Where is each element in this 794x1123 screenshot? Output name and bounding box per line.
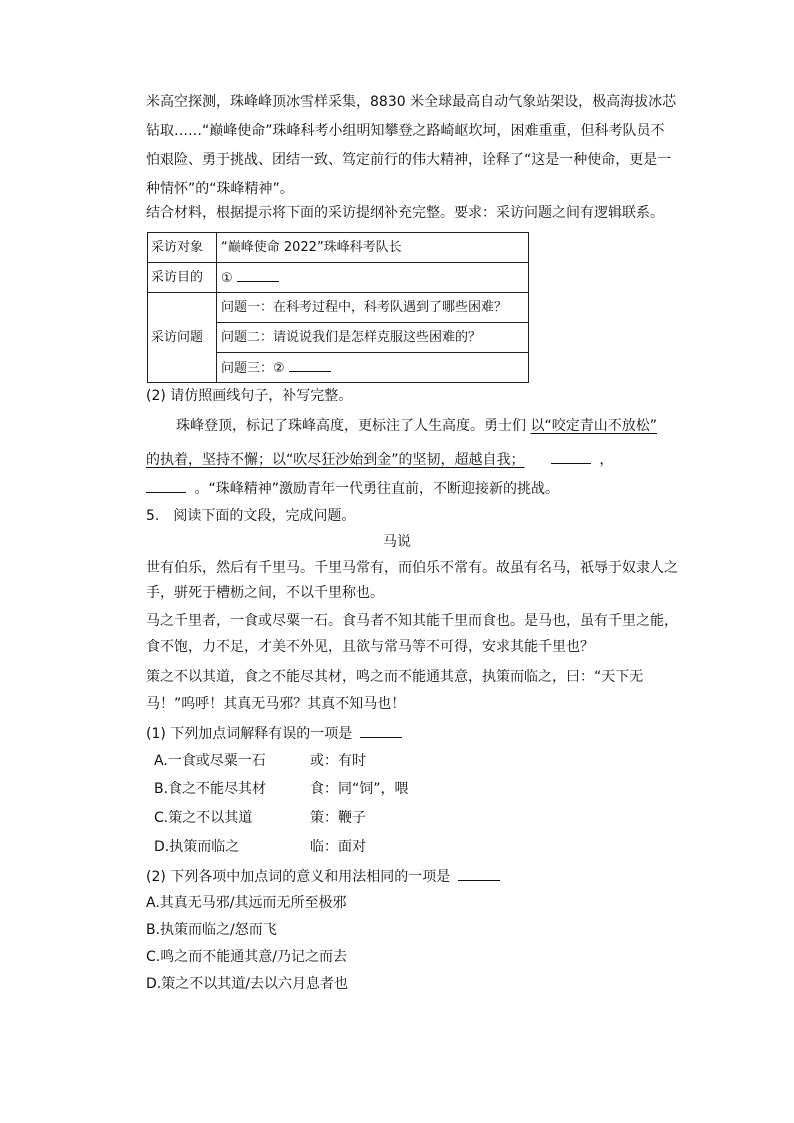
sub1-title-line bbox=[146, 723, 406, 744]
interview-outline-table bbox=[147, 232, 529, 383]
table-row bbox=[148, 293, 529, 323]
essay-p3-line-2: 马！”呜呼！其真无马邪？其真不知马也！ bbox=[146, 696, 406, 712]
sub1-title: (1) 下列加点词解释有误的一项是 bbox=[146, 726, 353, 742]
sub2-title: (2) 下列各项中加点词的意义和用法相同的一项是 bbox=[146, 869, 451, 885]
passage-line-3: 怕艰险、勇于挑战、团结一致、笃定前行的伟大精神，诠释了“这是一种使命，更是一 bbox=[146, 152, 672, 168]
essay-p2-line-1: 马之千里者，一食或尽粟一石。食马者不知其能千里而食也。是马也，虽有千里之能， bbox=[146, 613, 678, 629]
sub1-option-d: D.执策而临之 bbox=[154, 839, 240, 855]
answer-blank[interactable] bbox=[360, 723, 402, 738]
answer-blank[interactable] bbox=[237, 267, 279, 282]
table-row bbox=[148, 233, 529, 263]
imitation-comma: ， bbox=[599, 452, 614, 468]
sub2-option-c: C.鸣之而不能通其意/乃记之而去 bbox=[146, 949, 347, 965]
table-row bbox=[148, 263, 529, 293]
underlined-sentence: 的执着，坚持不懈；以“吹尽狂沙始到金”的坚韧，超越自我； bbox=[146, 452, 525, 468]
answer-blank[interactable] bbox=[551, 449, 591, 464]
sub2-option-a: A.其真无马邪/其远而无所至极邪 bbox=[146, 895, 347, 911]
imitation-line-2 bbox=[146, 449, 613, 470]
essay-p3-line-1: 策之不以其道，食之不能尽其材，鸣之而不能通其意，执策而临之，曰：“天下无 bbox=[146, 669, 644, 685]
interview-target-label: 采访对象 bbox=[148, 233, 217, 263]
passage-line-1: 米高空探测，珠峰峰顶冰雪样采集，8830 米全球最高自动气象站架设，极高海拔冰芯 bbox=[146, 94, 677, 110]
question-three: 问题三：② bbox=[221, 360, 285, 376]
question-one: 问题一：在科考过程中，科考队遇到了哪些困难？ bbox=[217, 293, 529, 323]
interview-purpose-marker: ① bbox=[221, 270, 233, 286]
essay-p2-line-2: 食不饱，力不足，才美不外见，且欲与常马等不可得，安求其能千里也？ bbox=[146, 639, 594, 655]
sub-question-2-title: (2) 请仿照画线句子，补写完整。 bbox=[146, 388, 353, 404]
question-three-cell bbox=[217, 353, 529, 383]
answer-blank[interactable] bbox=[289, 357, 331, 372]
essay-p1-line-2: 手，骈死于槽枥之间，不以千里称也。 bbox=[146, 585, 384, 601]
interview-target-value: “巅峰使命 2022”珠峰科考队长 bbox=[217, 233, 529, 263]
interview-purpose-cell bbox=[217, 263, 529, 293]
imitation-text: 珠峰登顶，标记了珠峰高度，更标注了人生高度。勇士们 bbox=[176, 418, 531, 434]
interview-purpose-label: 采访目的 bbox=[148, 263, 217, 293]
sub2-title-line bbox=[146, 866, 504, 887]
sub2-option-b: B.执策而临之/怒而飞 bbox=[146, 922, 277, 938]
underlined-sentence: 以“咬定青山不放松” bbox=[530, 418, 657, 434]
sub2-option-d: D.策之不以其道/去以六月息者也 bbox=[146, 976, 348, 992]
sub1-option-a-gloss: 或：有时 bbox=[310, 753, 366, 769]
sub1-option-a: A.一食或尽粟一石 bbox=[154, 753, 266, 769]
interview-questions-label: 采访问题 bbox=[148, 293, 217, 383]
sub1-option-c: C.策之不以其道 bbox=[154, 810, 253, 826]
sub1-option-b: B.食之不能尽其材 bbox=[154, 781, 267, 797]
imitation-line-1 bbox=[176, 416, 657, 436]
question-two: 问题二：请说说我们是怎样克服这些困难的？ bbox=[217, 323, 529, 353]
imitation-line-3 bbox=[146, 478, 559, 499]
essay-title: 马说 bbox=[383, 534, 411, 550]
task-instruction: 结合材料，根据提示将下面的采访提纲补充完整。要求：采访问题之间有逻辑联系。 bbox=[146, 205, 664, 221]
imitation-text: 。“珠峰精神”激励青年一代勇往直前，不断迎接新的挑战。 bbox=[194, 481, 559, 497]
answer-blank[interactable] bbox=[458, 866, 500, 881]
sub1-option-b-gloss: 食：同“饲”，喂 bbox=[310, 781, 409, 797]
sub1-option-d-gloss: 临：面对 bbox=[310, 839, 366, 855]
passage-line-4: 种情怀”的“珠峰精神”。 bbox=[146, 181, 294, 197]
answer-blank[interactable] bbox=[146, 478, 186, 493]
passage-line-2: 钻取……“巅峰使命”珠峰科考小组明知攀登之路崎岖坎坷，困难重重，但科考队员不 bbox=[146, 123, 665, 139]
essay-p1-line-1: 世有伯乐，然后有千里马。千里马常有，而伯乐不常有。故虽有名马，祇辱于奴隶人之 bbox=[146, 560, 678, 576]
sub1-option-c-gloss: 策：鞭子 bbox=[310, 810, 366, 826]
question-5-title: 5. 阅读下面的文段，完成问题。 bbox=[146, 508, 356, 524]
